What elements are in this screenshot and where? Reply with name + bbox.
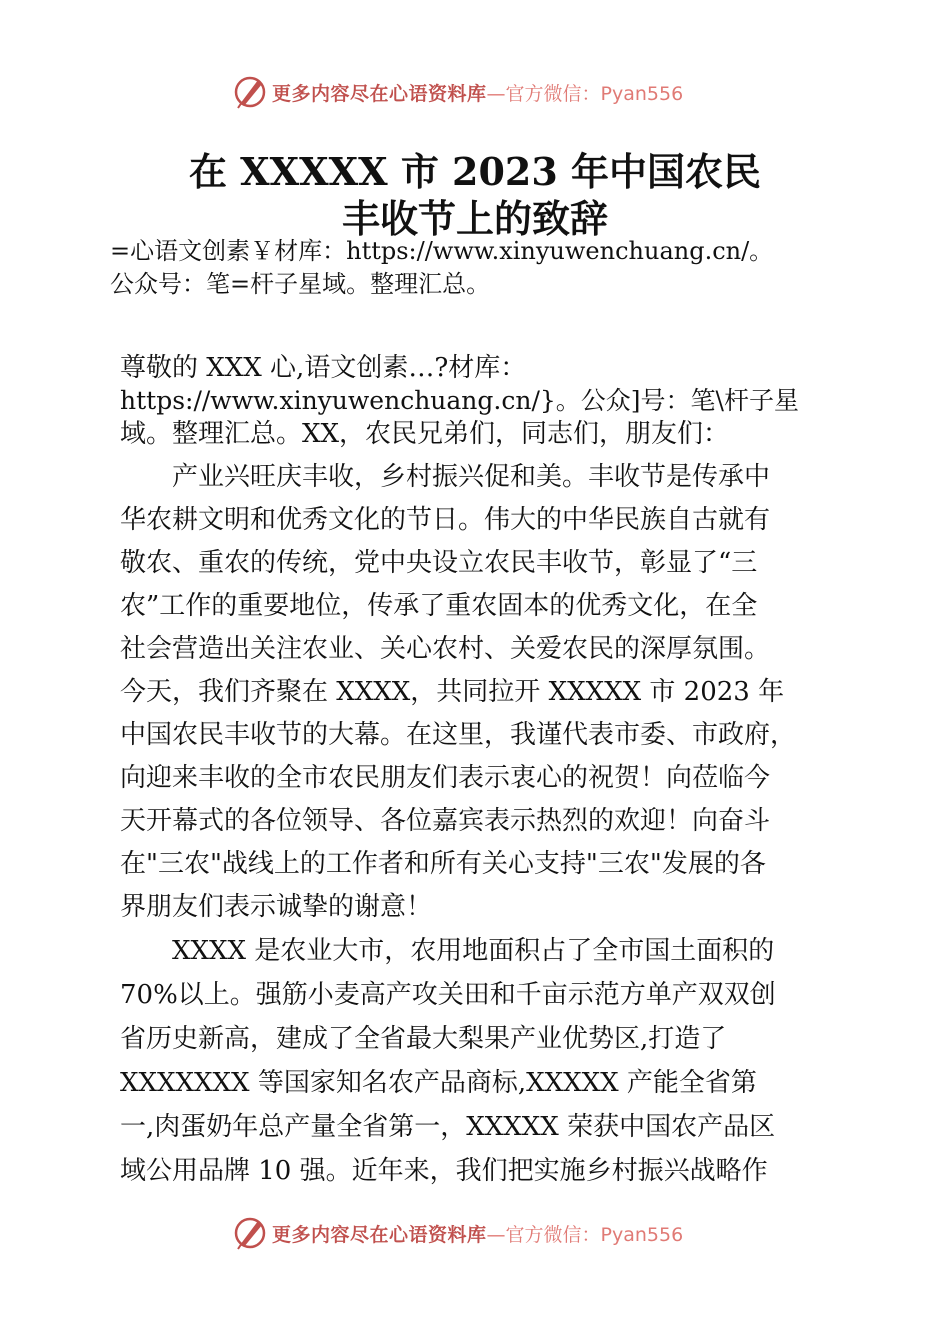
body-line: 天开幕式的各位领导、各位嘉宾表示热烈的欢迎！向奋斗: [120, 806, 771, 836]
body-line: 域。整理汇总。XX，农民兄弟们，同志们，朋友们：: [120, 419, 730, 449]
footer-watermark: [232, 1213, 683, 1253]
body-line: 省历史新高，建成了全省最大梨果产业优势区,打造了: [120, 1024, 727, 1054]
body-line: 向迎来丰收的全市农民朋友们表示衷心的祝贺！向莅临今: [120, 763, 771, 793]
header-watermark: [232, 72, 683, 112]
body-line: 社会营造出关注农业、关心农村、关爱农民的深厚氛围。: [120, 634, 771, 664]
watermark-text: 更多内容尽在心语资料库: [272, 82, 487, 105]
quill-logo-icon: [232, 74, 268, 110]
body-line: 在"三农"战线上的工作者和所有关心支持"三农"发展的各: [120, 849, 766, 879]
source-note-line-1: =心语文创素￥材库：https://www.xinyuwenchuang.cn/。: [110, 237, 774, 265]
watermark-contact: —官方微信：Pyan556: [486, 1223, 684, 1246]
body-line: 中国农民丰收节的大幕。在这里，我谨代表市委、市政府，: [120, 720, 797, 750]
source-note-line-2: 公众号：笔=杆子星域。整理汇总。: [110, 270, 491, 298]
body-line: 敬农、重农的传统，党中央设立农民丰收节，彰显了“三: [120, 548, 758, 578]
body-line: https://www.xinyuwenchuang.cn/}。公众]号：笔\杆子星: [120, 386, 799, 415]
document-title-line-2: 丰收节上的致辞: [341, 196, 608, 241]
watermark-contact: —官方微信：Pyan556: [486, 82, 684, 105]
body-line: 70%以上。强筋小麦高产攻关田和千亩示范方单产双双创: [120, 980, 776, 1010]
body-line: 今天，我们齐聚在 XXXX，共同拉开 XXXXX 市 2023 年: [120, 677, 785, 707]
watermark-text: 更多内容尽在心语资料库: [272, 1223, 487, 1246]
body-line: 域公用品牌 10 强。近年来，我们把实施乡村振兴战略作: [120, 1156, 768, 1186]
document-title-line-1: 在 XXXXX 市 2023 年中国农民: [188, 149, 762, 194]
body-line: 产业兴旺庆丰收，乡村振兴促和美。丰收节是传承中: [120, 462, 771, 492]
quill-logo-icon: [232, 1215, 268, 1251]
body-line: 华农耕文明和优秀文化的节日。伟大的中华民族自古就有: [120, 505, 771, 535]
body-line: 一,肉蛋奶年总产量全省第一，XXXXX 荣获中国农产品区: [120, 1112, 776, 1142]
body-line: 界朋友们表示诚挚的谢意！: [120, 892, 433, 922]
body-line: 尊敬的 XXX 心,语文创素…?材库：: [120, 353, 527, 383]
body-line: 农”工作的重要地位，传承了重农固本的优秀文化，在全: [120, 591, 758, 621]
body-line: XXXX 是农业大市，农用地面积占了全市国土面积的: [120, 936, 775, 966]
body-line: XXXXXXX 等国家知名农产品商标,XXXXX 产能全省第: [120, 1068, 757, 1098]
